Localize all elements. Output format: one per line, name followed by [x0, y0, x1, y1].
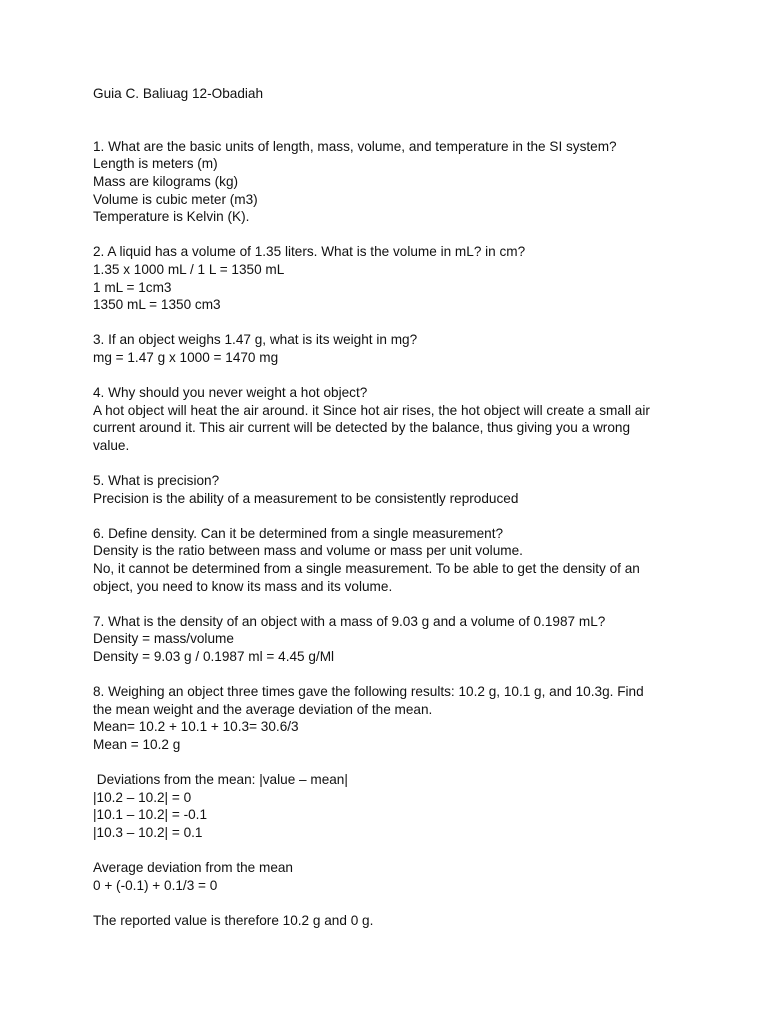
- question-8-block: [93, 683, 713, 753]
- question-8-text: 8. Weighing an object three times gave the following results: 10.2 g, 10.1 g, and 10.3g. Find: [93, 684, 644, 700]
- question-1-text: 1. What are the basic units of length, mass, volume, and temperature in the SI system?: [93, 138, 617, 154]
- answer-line: Length is meters (m): [93, 156, 218, 172]
- question-2-block: [93, 243, 713, 313]
- answer-line: Density = 9.03 g / 0.1987 ml = 4.45 g/Ml: [93, 649, 335, 664]
- average-deviation-block: [93, 859, 713, 894]
- question-4-text: 4. Why should you never weight a hot object?: [93, 385, 368, 401]
- deviation-line: |10.1 – 10.2| = -0.1: [93, 807, 208, 823]
- spacer: [93, 314, 713, 332]
- answer-line: Mass are kilograms (kg): [93, 173, 239, 189]
- answer-line: object, you need to know its mass and its volume.: [93, 578, 393, 594]
- spacer: [93, 754, 713, 772]
- spacer: [93, 507, 713, 525]
- question-3-text: 3. If an object weighs 1.47 g, what is its weight in mg?: [93, 332, 418, 348]
- answer-line: Mean = 10.2 g: [93, 736, 181, 752]
- answer-line: Mean= 10.2 + 10.1 + 10.3= 30.6/3: [93, 719, 299, 735]
- answer-line: A hot object will heat the air around. it Since hot air rises, the hot object will create a small air: [93, 402, 650, 418]
- answer-line: Volume is cubic meter (m3): [93, 191, 258, 207]
- deviations-block: [93, 771, 713, 841]
- question-5-block: [93, 472, 713, 507]
- spacer: [93, 103, 713, 138]
- author-line: Guia C. Baliuag 12-Obadiah: [93, 86, 264, 101]
- spacer: [93, 842, 713, 860]
- answer-line: Precision is the ability of a measurement to be consistently reproduced: [93, 490, 519, 506]
- deviation-line: |10.3 – 10.2| = 0.1: [93, 824, 203, 840]
- question-8-text: the mean weight and the average deviation of the mean.: [93, 701, 433, 717]
- question-3-block: [93, 331, 713, 366]
- average-calculation: 0 + (-0.1) + 0.1/3 = 0: [93, 877, 218, 893]
- question-7-text: 7. What is the density of an object with a mass of 9.03 g and a volume of 0.1987 mL?: [93, 613, 606, 629]
- conclusion-line: The reported value is therefore 10.2 g and 0 g.: [93, 912, 374, 928]
- document-page: [93, 85, 713, 930]
- question-6-text: 6. Define density. Can it be determined from a single measurement?: [93, 525, 504, 541]
- question-6-block: [93, 525, 713, 595]
- question-1-block: [93, 138, 713, 226]
- answer-line: Density is the ratio between mass and volume or mass per unit volume.: [93, 543, 523, 559]
- question-7-block: [93, 613, 713, 666]
- question-4-block: [93, 384, 713, 454]
- answer-line: Density = mass/volume: [93, 631, 234, 647]
- answer-line: mg = 1.47 g x 1000 = 1470 mg: [93, 349, 279, 365]
- spacer: [93, 367, 713, 385]
- spacer: [93, 666, 713, 684]
- answer-line: current around it. This air current will be detected by the balance, thus giving you a wrong: [93, 420, 630, 436]
- question-5-text: 5. What is precision?: [93, 473, 220, 489]
- answer-line: 1 mL = 1cm3: [93, 279, 172, 295]
- answer-line: 1.35 x 1000 mL / 1 L = 1350 mL: [93, 261, 285, 277]
- deviation-line: |10.2 – 10.2| = 0: [93, 789, 192, 805]
- spacer: [93, 454, 713, 472]
- average-heading: Average deviation from the mean: [93, 860, 293, 876]
- answer-line: Temperature is Kelvin (K).: [93, 209, 250, 225]
- answer-line: 1350 mL = 1350 cm3: [93, 297, 221, 313]
- deviations-heading: Deviations from the mean: |value – mean|: [93, 772, 348, 788]
- question-2-text: 2. A liquid has a volume of 1.35 liters. What is the volume in mL? in cm?: [93, 244, 526, 260]
- spacer: [93, 226, 713, 244]
- spacer: [93, 595, 713, 613]
- answer-line: No, it cannot be determined from a single measurement. To be able to get the density of an: [93, 561, 640, 577]
- answer-line: value.: [93, 437, 130, 453]
- spacer: [93, 894, 713, 912]
